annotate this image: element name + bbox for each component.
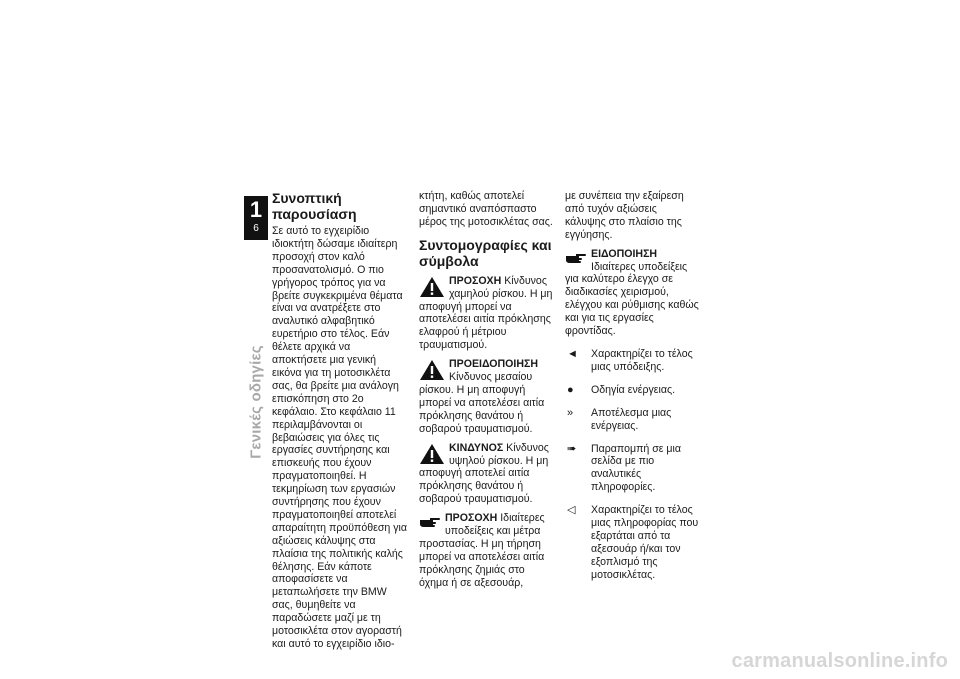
column-3-intro: με συνέπεια την εξαίρεση από τυχόν αξιώσεις κάλυψης στο πλαίσιο της εγγύησης. [565, 190, 684, 241]
reference-arrow-icon: ➠ [567, 442, 577, 455]
warning-triangle-icon [419, 276, 445, 298]
note-warning-text: Κίνδυνος μεσαίου ρίσκου. Η μη αποφυγή μπορεί να αποτελέσει αιτία πρόκλησης θανάτου ή σοβαρού τραυματισμού. [419, 371, 545, 435]
pointing-hand-icon [565, 249, 587, 265]
pointing-hand-icon [419, 513, 441, 529]
note-warning-keyword: ΠΡΟΕΙΔΟΠΟΙΗΣΗ [449, 358, 539, 371]
accessory-end-marker-icon: ◁ [567, 504, 576, 517]
symbol-description: Χαρακτηρίζει το τέλος μιας υπόδειξης. [591, 347, 693, 373]
note-attention-text: Ιδιαίτερες υποδείξεις και μέτρα προστασίας. Η μη τήρηση μπορεί να αποτελέσει αιτία πρόκλησης ζημιάς στο όχημα ή σε αξεσουάρ, [419, 512, 545, 589]
column-2-intro: κτήτη, καθώς αποτελεί σημαντικό αναπόσπαστο μέρος της μοτοσικλέτας σας. [419, 190, 553, 228]
abbreviations-heading: Συντομογραφίες και σύμβολα [419, 236, 552, 269]
symbol-description: Χαρακτηρίζει το τέλος μιας πληροφορίας που εξαρτάται από τα αξεσουάρ ή/και τον εξοπλισμό της μοτοσικλέτας. [591, 504, 699, 581]
note-danger [419, 442, 554, 507]
note-notice [565, 248, 700, 338]
symbol-description: Οδηγία ενέργειας. [591, 383, 676, 396]
note-danger-text: Κίνδυνος υψηλού ρίσκου. Η μη αποφυγή αποτελεί αιτία πρόκλησης θανάτου ή σοβαρού τραυματισμού. [419, 441, 549, 506]
overview-body: Σε αυτό το εγχειρίδιο ιδιοκτήτη δώσαμε ιδιαίτερη προσοχή στον καλό προσανατολισμό. Ο πιο γρήγορος τρόπος για να βρείτε συγκεκριμένα θέματα είναι να ανατρέξετε στο αναλυτικό αλφαβητικό ευρετήριο στο τέλος. Εάν θέλετε αρχικά να αποκτήσετε μια γενική εικόνα για τη μοτοσικλέτα σας, θα βρείτε μια ανάλογη επισκόπηση στο 2ο κεφάλαιο. Στο κεφάλαιο 11 περιλαμβάνονται οι βεβαιώσεις για όλες τις εργασίες συντήρησης και επισκευής που έχουν πραγματοποιηθεί. Η τεκμηρίωση των εργασιών συντήρησης που έχουν πραγματοποιηθεί αποτελεί απαραίτητη προϋπόθεση για αξιώσεις κάλυψης στα πλαίσια της πολιτικής καλής θέλησης. Εάν κάποτε αποφασίσετε να μεταπωλήσετε την BMW σας, θυμηθείτε να παραδώσετε μαζί με τη μοτοσικλέτα στον αγοραστή και αυτό το εγχειρίδιο ιδιο- [272, 225, 407, 650]
bullet-icon: ● [567, 383, 574, 396]
watermark: carmanualsonline.info [731, 650, 948, 672]
symbol-row-reference [565, 443, 700, 495]
chapter-tab [244, 196, 268, 240]
column-2 [419, 190, 554, 590]
overview-heading: Συνοπτική παρουσίαση [272, 190, 357, 222]
symbol-row-action [565, 384, 700, 397]
section-side-title-text: Γενικές οδηγίες [247, 345, 265, 459]
note-notice-keyword: ΕΙΔΟΠΟΙΗΣΗ [591, 247, 658, 260]
column-3 [565, 190, 700, 582]
symbol-row-end-of-note [565, 348, 700, 374]
symbol-description: Αποτέλεσμα μιας ενέργειας. [591, 406, 672, 432]
note-caution-text: Κίνδυνος χαμηλού ρίσκου. Η μη αποφυγή μπορεί να αποτελέσει αιτία πρόκλησης ελαφρού ή μέτριου τραυματισμού. [419, 274, 553, 352]
warning-triangle-icon [419, 359, 445, 381]
warning-triangle-icon [419, 443, 445, 465]
section-side-title [247, 345, 265, 459]
symbol-description: Παραπομπή σε μια σελίδα με πιο αναλυτικές πληροφορίες. [591, 442, 682, 494]
note-notice-text: Ιδιαίτερες υποδείξεις για καλύτερο έλεγχο σε διαδικασίες χειρισμού, ελέγχου και ρύθμισης καθώς και για τις εργασίες φροντίδας. [565, 260, 699, 338]
note-caution [419, 275, 554, 352]
symbol-row-result [565, 407, 700, 433]
note-warning [419, 358, 554, 435]
chapter-number: 1 [249, 197, 263, 222]
symbol-row-accessory [565, 504, 700, 581]
page-number: 6 [253, 223, 259, 234]
result-arrow-icon: » [567, 406, 574, 419]
end-marker-icon: ◄ [567, 347, 578, 360]
note-attention [419, 512, 554, 589]
note-attention-keyword: ΠΡΟΣΟΧΗ [445, 512, 498, 525]
note-danger-keyword: ΚΙΝΔΥΝΟΣ [449, 441, 504, 454]
column-1 [272, 190, 407, 651]
note-caution-keyword: ΠΡΟΣΟΧΗ [449, 274, 502, 287]
